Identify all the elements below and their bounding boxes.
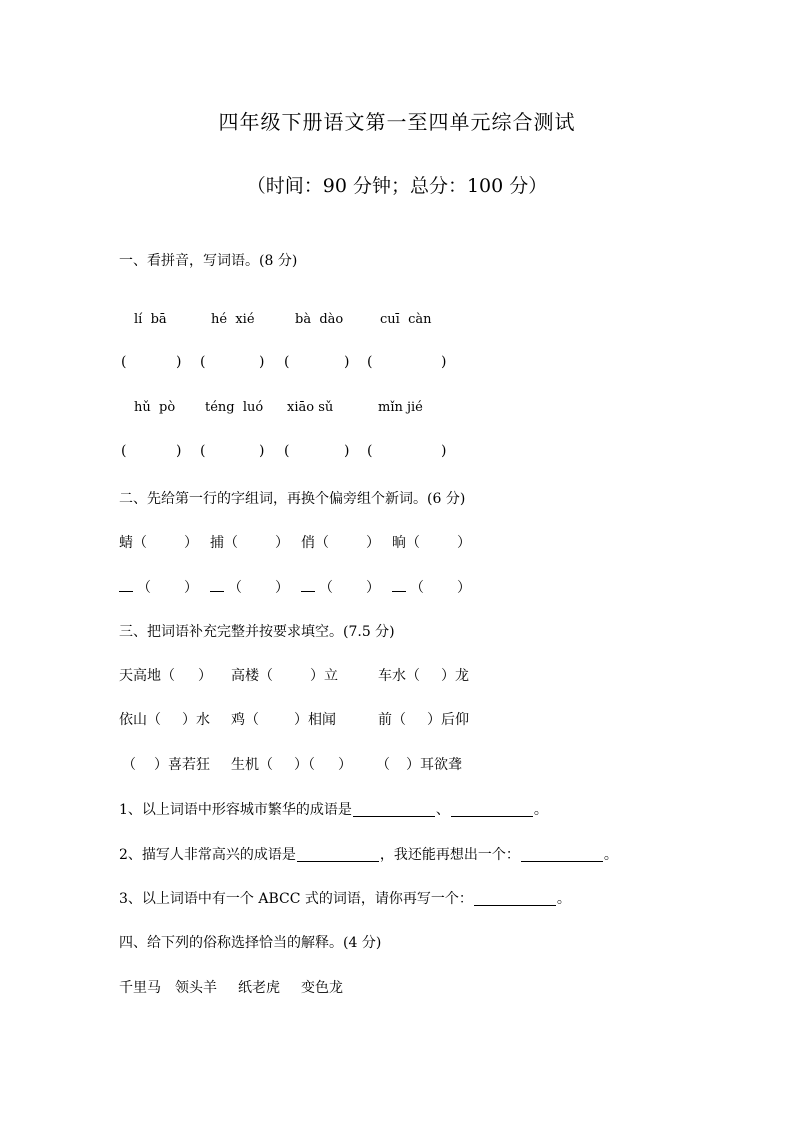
answer-blank[interactable] xyxy=(521,847,603,862)
idiom-part: ）龙 xyxy=(441,668,469,684)
section2-row-2 xyxy=(0,577,794,597)
page-subtitle: （时间：90 分钟；总分：100 分） xyxy=(246,175,548,197)
pinyin-item: bà dào xyxy=(295,312,344,327)
idiom-part: 鸡（ xyxy=(231,712,259,728)
pinyin-row-1 xyxy=(0,312,794,330)
paren-close: ) xyxy=(176,443,182,459)
paren-close: ) xyxy=(441,354,447,370)
paren-open: （ xyxy=(137,580,151,596)
idiom-part: 前（ xyxy=(378,712,406,728)
paren-close: ) xyxy=(344,354,350,370)
idiom-part: ） xyxy=(198,668,212,684)
idiom-part: ）耳欲聋 xyxy=(406,757,462,773)
char-blank: 俏（ xyxy=(301,535,329,551)
pinyin-row-2 xyxy=(0,400,794,418)
char-blank: 蜻（ xyxy=(119,535,147,551)
idiom-part: ）相闻 xyxy=(294,712,336,728)
paren-open: ( xyxy=(367,443,373,459)
paren-close: ) xyxy=(344,443,350,459)
paren-open: ( xyxy=(367,354,373,370)
question-text: ，我还能再想出一个： xyxy=(379,847,520,863)
section1-heading: 一、看拼音，写词语。(8 分) xyxy=(119,253,298,269)
idiom-part: 高楼（ xyxy=(231,668,273,684)
paren-open: （ xyxy=(228,580,242,596)
char-blank: 晌（ xyxy=(392,535,420,551)
paren-open: （ xyxy=(319,580,333,596)
pinyin-item: hǔ pò xyxy=(134,400,176,415)
term-item: 变色龙 xyxy=(301,980,343,996)
idiom-part: ）喜若狂 xyxy=(154,757,210,773)
paren-close: ） xyxy=(457,580,471,596)
section3-heading: 三、把词语补充完整并按要求填空。(7.5 分) xyxy=(119,624,395,640)
idiom-part: ） xyxy=(338,757,352,773)
question-3-3 xyxy=(119,888,571,908)
answer-blank[interactable] xyxy=(474,891,556,906)
separator: 、 xyxy=(435,802,450,818)
idiom-part: 车水（ xyxy=(378,668,420,684)
question-text: 3、以上词语中有一个 ABCC 式的词语，请你再写一个： xyxy=(119,891,473,907)
idiom-row-3 xyxy=(0,754,794,774)
paren-close: ） xyxy=(366,580,380,596)
pinyin-item: hé xié xyxy=(211,312,255,327)
answer-blank[interactable] xyxy=(353,802,435,817)
paren-close: ） xyxy=(275,580,289,596)
section2-row-1 xyxy=(0,532,794,552)
term-item: 纸老虎 xyxy=(238,980,280,996)
paren-open: ( xyxy=(121,354,127,370)
pinyin-item: mǐn jié xyxy=(378,400,423,415)
paren-close: ) xyxy=(259,354,265,370)
idiom-part: ）立 xyxy=(310,668,338,684)
answer-row-2 xyxy=(0,443,794,461)
idiom-row-2 xyxy=(0,709,794,729)
paren-close: ) xyxy=(259,443,265,459)
idiom-part: （ xyxy=(376,757,390,773)
paren-open: ( xyxy=(200,443,206,459)
idiom-part: 依山（ xyxy=(119,712,161,728)
paren-close: ) xyxy=(441,443,447,459)
paren-open: ( xyxy=(121,443,127,459)
pinyin-item: téng luó xyxy=(205,400,264,415)
char-blank: 捕（ xyxy=(210,535,238,551)
term-item: 领头羊 xyxy=(175,980,217,996)
paren-close: ） xyxy=(184,580,198,596)
idiom-part: ）（ xyxy=(294,757,315,773)
paren-open: （ xyxy=(410,580,424,596)
paren-close: ） xyxy=(457,535,471,551)
end-mark: 。 xyxy=(603,847,618,863)
idiom-part: ）水 xyxy=(182,712,210,728)
pinyin-item: cuī càn xyxy=(380,312,432,327)
pinyin-item: lí bā xyxy=(134,312,167,327)
section4-heading: 四、给下列的俗称选择恰当的解释。(4 分) xyxy=(119,935,382,951)
paren-close: ） xyxy=(275,535,289,551)
paren-close: ） xyxy=(184,535,198,551)
question-3-2 xyxy=(119,844,618,864)
paren-close: ） xyxy=(366,535,380,551)
section4-items xyxy=(0,977,794,997)
answer-blank[interactable] xyxy=(297,847,379,862)
end-mark: 。 xyxy=(533,802,548,818)
paren-open: ( xyxy=(200,354,206,370)
question-text: 2、描写人非常高兴的成语是 xyxy=(119,847,296,863)
question-text: 1、以上词语中形容城市繁华的成语是 xyxy=(119,802,352,818)
paren-open: ( xyxy=(284,354,290,370)
paren-close: ) xyxy=(176,354,182,370)
section2-heading: 二、先给第一行的字组词，再换个偏旁组个新词。(6 分) xyxy=(119,491,466,507)
answer-row-1 xyxy=(0,354,794,372)
end-mark: 。 xyxy=(556,891,571,907)
question-3-1 xyxy=(119,799,548,819)
answer-blank[interactable] xyxy=(451,802,533,817)
idiom-part: 天高地（ xyxy=(119,668,175,684)
term-item: 千里马 xyxy=(119,980,161,996)
idiom-part: ）后仰 xyxy=(427,712,469,728)
pinyin-item: xiāo sǔ xyxy=(287,400,334,415)
idiom-part: （ xyxy=(122,757,136,773)
idiom-part: 生机（ xyxy=(231,757,273,773)
page-title: 四年级下册语文第一至四单元综合测试 xyxy=(218,110,576,134)
idiom-row-1 xyxy=(0,665,794,685)
paren-open: ( xyxy=(284,443,290,459)
